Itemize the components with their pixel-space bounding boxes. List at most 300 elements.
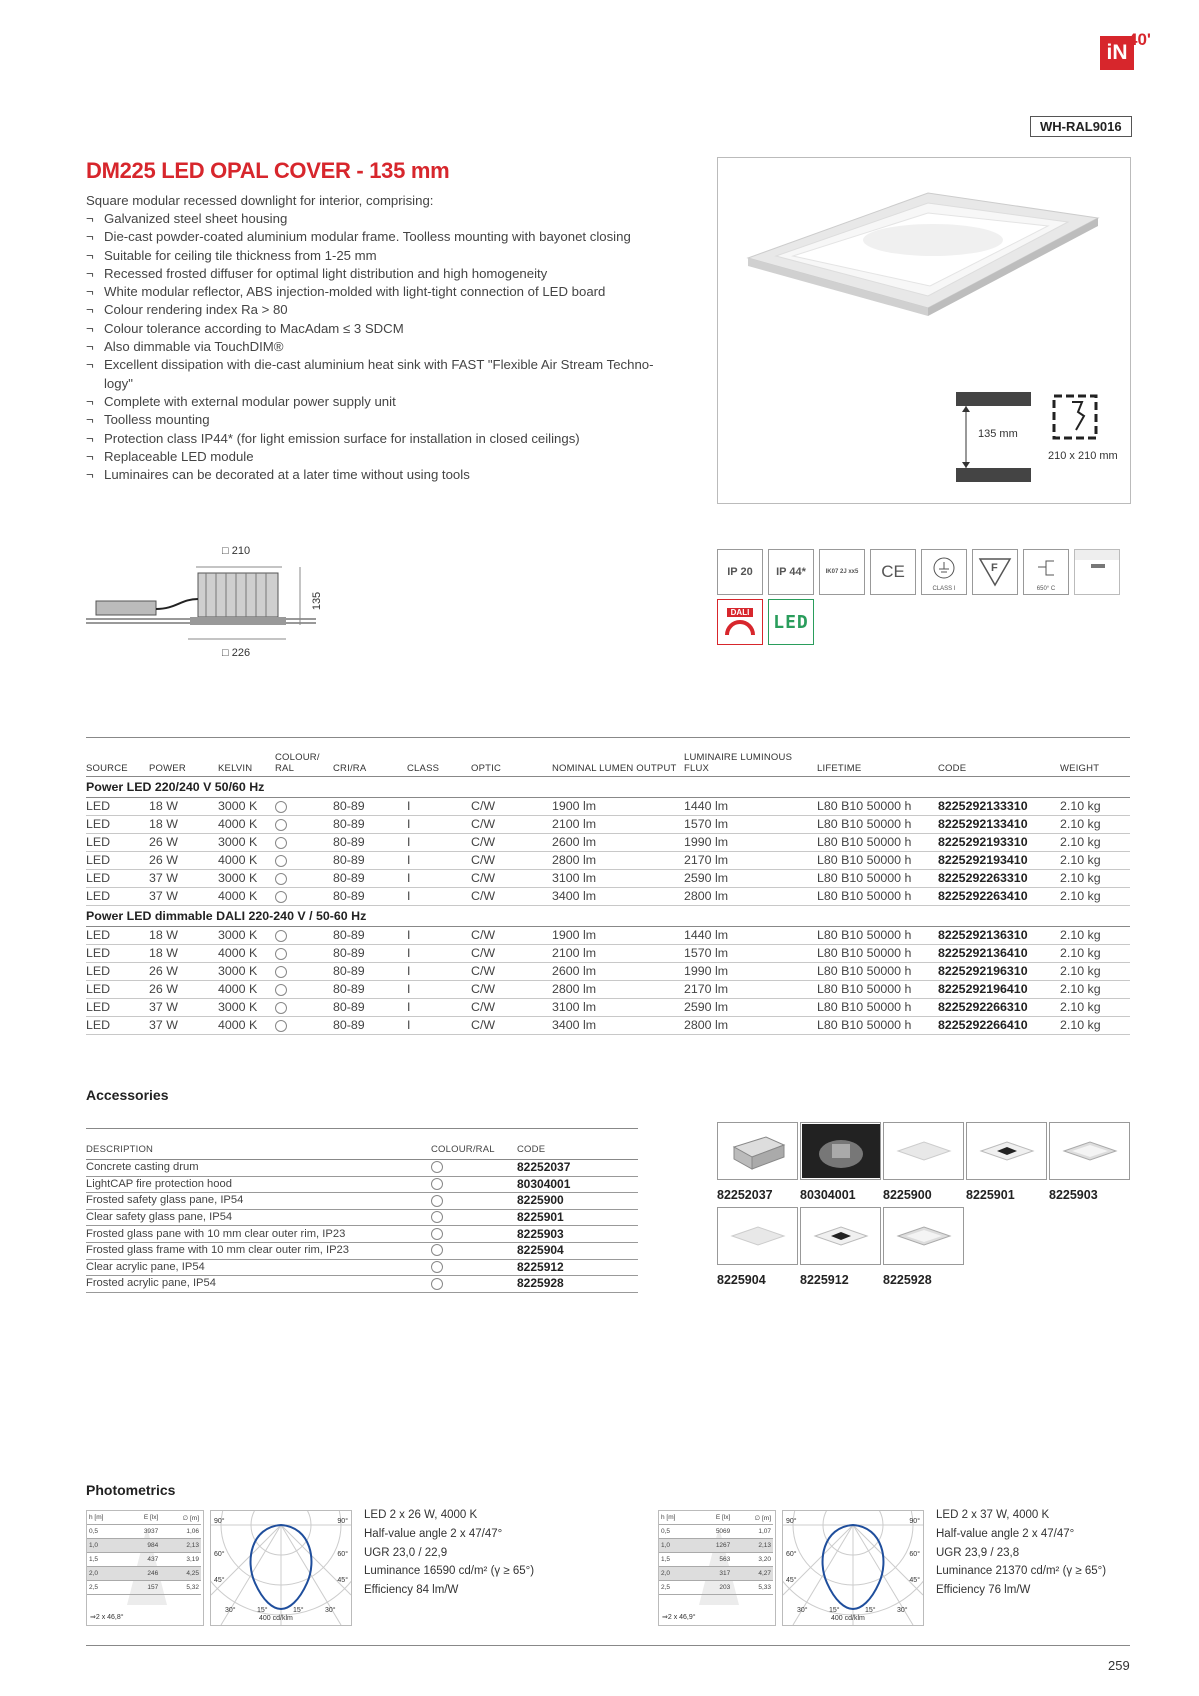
cell-power: 26 W <box>149 981 218 999</box>
cell-code: 8225292193310 <box>938 834 1060 852</box>
photometric-specs <box>936 1506 1199 1600</box>
white-circle-icon <box>431 1178 443 1190</box>
cell-flux: 1570 lm <box>684 816 817 834</box>
white-circle-icon <box>431 1278 443 1290</box>
feature-item: ¬ Also dimmable via TouchDIM® <box>86 338 656 356</box>
cell-weight: 2.10 kg <box>1060 870 1130 888</box>
accessory-desc: Frosted glass pane with 10 mm clear outer rim, IP23 <box>86 1226 431 1243</box>
th-power: POWER <box>149 738 218 777</box>
feature-item: ¬ Complete with external modular power supply unit <box>86 393 656 411</box>
accessory-row <box>86 1176 638 1193</box>
feature-list <box>86 210 656 484</box>
cell-life: L80 B10 50000 h <box>817 870 938 888</box>
depth-label: 135 mm <box>978 428 1018 440</box>
cell-cls: I <box>407 981 471 999</box>
ph-e: 984 <box>124 1539 161 1553</box>
cell-weight: 2.10 kg <box>1060 927 1130 945</box>
ph-head-h: h [m] <box>659 1511 696 1525</box>
feature-item: ¬ Suitable for ceiling tile thickness from 1-25 mm <box>86 247 656 265</box>
feature-item: ¬ Excellent dissipation with die-cast aluminium heat sink with FAST "Flexible Air Stream Techno-logy" <box>86 356 656 393</box>
technical-drawing <box>86 545 326 665</box>
accessory-desc: LightCAP fire protection hood <box>86 1176 431 1193</box>
ph-row <box>659 1581 773 1595</box>
th-lifetime: LIFETIME <box>817 738 938 777</box>
table-row <box>86 945 1130 963</box>
accessory-desc: Clear safety glass pane, IP54 <box>86 1209 431 1226</box>
cell-optic: C/W <box>471 927 552 945</box>
cell-cri: 80-89 <box>333 870 407 888</box>
cell-optic: C/W <box>471 798 552 816</box>
accessory-desc: Clear acrylic pane, IP54 <box>86 1259 431 1276</box>
ph-d: 2,13 <box>732 1539 773 1553</box>
table-row <box>86 999 1130 1017</box>
drawing-bottom-dim: □ 226 <box>222 647 251 659</box>
ik-symbol: IK07 2J xx5 <box>819 549 865 595</box>
accessory-image-code: 82252037 <box>717 1188 773 1202</box>
ph-e: 246 <box>124 1567 161 1581</box>
ph-h: 0,5 <box>659 1525 696 1539</box>
accessory-code: 80304001 <box>517 1176 638 1193</box>
cell-source: LED <box>86 798 149 816</box>
page-title: DM225 LED OPAL COVER - 135 mm <box>86 158 450 183</box>
product-group-header <box>86 777 1130 798</box>
cell-optic: C/W <box>471 1017 552 1035</box>
white-circle-icon <box>275 801 287 813</box>
ph-d: 2,13 <box>160 1539 201 1553</box>
cell-optic: C/W <box>471 816 552 834</box>
page-number: 259 <box>1108 1658 1130 1673</box>
polar-label-90-left: 90° <box>214 1518 225 1525</box>
accessory-colour <box>431 1259 517 1276</box>
cell-code: 8225292263310 <box>938 870 1060 888</box>
ph-row <box>87 1525 201 1539</box>
accessory-image-code: 8225928 <box>883 1273 932 1287</box>
white-circle-icon <box>275 891 287 903</box>
cell-cls: I <box>407 834 471 852</box>
feature-item: ¬ Galvanized steel sheet housing <box>86 210 656 228</box>
cell-flux: 1440 lm <box>684 798 817 816</box>
polar-label-15-right: 15° <box>293 1607 304 1614</box>
ph-row <box>659 1539 773 1553</box>
polar-diagram <box>210 1510 352 1626</box>
ph-h: 0,5 <box>87 1525 124 1539</box>
white-circle-icon <box>275 837 287 849</box>
ph-e: 203 <box>696 1581 733 1595</box>
cell-life: L80 B10 50000 h <box>817 945 938 963</box>
cell-weight: 2.10 kg <box>1060 1017 1130 1035</box>
cell-life: L80 B10 50000 h <box>817 834 938 852</box>
ph-d: 4,27 <box>732 1567 773 1581</box>
ph-spec-line: Efficiency 76 lm/W <box>936 1584 1031 1597</box>
cell-weight: 2.10 kg <box>1060 999 1130 1017</box>
polar-label-90-right: 90° <box>337 1518 348 1525</box>
cell-kelvin: 4000 K <box>218 888 275 906</box>
ph-e: 5069 <box>696 1525 733 1539</box>
product-table <box>86 737 1130 1035</box>
th-flux: LUMINAIRE LUMINOUS FLUX <box>684 738 817 777</box>
cell-flux: 2590 lm <box>684 870 817 888</box>
cell-nominal: 2600 lm <box>552 834 684 852</box>
polar-label-45-left: 45° <box>786 1577 797 1584</box>
ip20-symbol: IP 20 <box>717 549 763 595</box>
cell-weight: 2.10 kg <box>1060 981 1130 999</box>
white-circle-icon <box>275 1020 287 1032</box>
cell-power: 18 W <box>149 927 218 945</box>
ph-head-h: h [m] <box>87 1511 124 1525</box>
cell-code: 8225292266410 <box>938 1017 1060 1035</box>
cell-cri: 80-89 <box>333 927 407 945</box>
ph-row <box>659 1567 773 1581</box>
accessory-image-code: 8225901 <box>966 1188 1015 1202</box>
cell-cls: I <box>407 999 471 1017</box>
accessories-table <box>86 1128 638 1293</box>
ph-row <box>659 1525 773 1539</box>
cell-code: 8225292263410 <box>938 888 1060 906</box>
accessory-colour <box>431 1276 517 1293</box>
polar-label-45-left: 45° <box>214 1577 225 1584</box>
ph-h: 1,5 <box>87 1553 124 1567</box>
ph-e: 563 <box>696 1553 733 1567</box>
cell-nominal: 2800 lm <box>552 981 684 999</box>
cell-cri: 80-89 <box>333 1017 407 1035</box>
accessory-row <box>86 1209 638 1226</box>
product-table-header <box>86 738 1130 777</box>
feature-item: ¬ Recessed frosted diffuser for optimal light distribution and high homogeneity <box>86 265 656 283</box>
table-row <box>86 816 1130 834</box>
cell-kelvin: 3000 K <box>218 927 275 945</box>
accessory-image-code: 8225912 <box>800 1273 849 1287</box>
ph-e: 1267 <box>696 1539 733 1553</box>
white-circle-icon <box>431 1244 443 1256</box>
table-row <box>86 1017 1130 1035</box>
cell-code: 8225292196410 <box>938 981 1060 999</box>
feature-item: ¬ White modular reflector, ABS injection-molded with light-tight connection of LED board <box>86 283 656 301</box>
ph-spec-line: UGR 23,9 / 23,8 <box>936 1546 1020 1559</box>
cell-cls: I <box>407 1017 471 1035</box>
accessory-images-row-1 <box>717 1122 1130 1202</box>
cell-power: 26 W <box>149 963 218 981</box>
accessory-image <box>717 1122 798 1180</box>
accessory-thumb <box>800 1122 881 1202</box>
cell-cri: 80-89 <box>333 798 407 816</box>
product-photo <box>717 157 1131 504</box>
accessory-code: 8225900 <box>517 1193 638 1210</box>
white-circle-icon <box>431 1261 443 1273</box>
ph-d: 3,19 <box>160 1553 201 1567</box>
product-group-label: Power LED dimmable DALI 220-240 V / 50-60 Hz <box>86 906 1130 927</box>
ph-row <box>659 1553 773 1567</box>
th-code: CODE <box>938 738 1060 777</box>
cell-power: 26 W <box>149 834 218 852</box>
cell-source: LED <box>86 852 149 870</box>
ph-head-d: ∅ [m] <box>732 1511 773 1525</box>
cell-code: 8225292136410 <box>938 945 1060 963</box>
cell-nominal: 3100 lm <box>552 870 684 888</box>
table-row <box>86 927 1130 945</box>
accessory-thumb <box>717 1207 798 1287</box>
cell-power: 18 W <box>149 816 218 834</box>
colour-swatch <box>275 981 333 999</box>
accessory-thumb <box>883 1122 964 1202</box>
class1-symbol <box>921 549 967 595</box>
ce-symbol: CE <box>870 549 916 595</box>
cell-kelvin: 3000 K <box>218 963 275 981</box>
feature-item: ¬ Colour tolerance according to MacAdam ≤ 3 SDCM <box>86 320 656 338</box>
cell-nominal: 3400 lm <box>552 888 684 906</box>
cell-cri: 80-89 <box>333 999 407 1017</box>
cell-kelvin: 4000 K <box>218 852 275 870</box>
ph-d: 3,20 <box>732 1553 773 1567</box>
cell-weight: 2.10 kg <box>1060 834 1130 852</box>
polar-scale: 400 cd/klm <box>259 1615 293 1622</box>
cell-life: L80 B10 50000 h <box>817 816 938 834</box>
polar-label-30-right: 30° <box>897 1607 908 1614</box>
cell-kelvin: 3000 K <box>218 834 275 852</box>
accessory-images-row-2 <box>717 1207 964 1287</box>
table-row <box>86 888 1130 906</box>
ph-h: 1,0 <box>87 1539 124 1553</box>
ph-row <box>87 1539 201 1553</box>
cell-optic: C/W <box>471 834 552 852</box>
accessory-image <box>883 1122 964 1180</box>
accessory-image <box>1049 1122 1130 1180</box>
ph-angle-note: ⇒2 x 46,8° <box>90 1614 124 1621</box>
illuminance-table-box <box>86 1510 204 1626</box>
cell-weight: 2.10 kg <box>1060 816 1130 834</box>
cell-source: LED <box>86 999 149 1017</box>
cell-flux: 2590 lm <box>684 999 817 1017</box>
accessory-desc: Frosted safety glass pane, IP54 <box>86 1193 431 1210</box>
ph-h: 2,0 <box>87 1567 124 1581</box>
colour-swatch <box>275 963 333 981</box>
accessory-thumb <box>883 1207 964 1287</box>
cell-optic: C/W <box>471 999 552 1017</box>
polar-label-30-left: 30° <box>225 1607 236 1614</box>
cell-power: 37 W <box>149 999 218 1017</box>
cell-code: 8225292133410 <box>938 816 1060 834</box>
cell-source: LED <box>86 834 149 852</box>
drawing-height-dim: 135 <box>311 591 324 611</box>
ph-head-e: E [lx] <box>124 1511 161 1525</box>
white-circle-icon <box>431 1195 443 1207</box>
ph-angle-note: ⇒2 x 46,9° <box>662 1614 696 1621</box>
cell-flux: 2800 lm <box>684 1017 817 1035</box>
ph-row <box>87 1567 201 1581</box>
cell-cls: I <box>407 798 471 816</box>
accessory-row <box>86 1259 638 1276</box>
cell-weight: 2.10 kg <box>1060 963 1130 981</box>
polar-scale: 400 cd/klm <box>831 1615 865 1622</box>
polar-label-90-right: 90° <box>909 1518 920 1525</box>
glow-wire-symbol <box>1023 549 1069 595</box>
acc-th-colour: COLOUR/RAL <box>431 1129 517 1160</box>
accessory-colour <box>431 1193 517 1210</box>
polar-label-60-left: 60° <box>786 1551 797 1558</box>
feature-item: ¬ Die-cast powder-coated aluminium modular frame. Toolless mounting with bayonet closing <box>86 228 656 246</box>
ph-spec-line: Efficiency 84 lm/W <box>364 1584 459 1597</box>
cell-cri: 80-89 <box>333 981 407 999</box>
colour-swatch <box>275 999 333 1017</box>
led-symbol: LED <box>768 599 814 645</box>
cell-source: LED <box>86 927 149 945</box>
th-nominal: NOMINAL LUMEN OUTPUT <box>552 738 684 777</box>
feature-item: ¬ Replaceable LED module <box>86 448 656 466</box>
ph-spec-line: Half-value angle 2 x 47/47° <box>364 1527 503 1540</box>
product-group-header <box>86 906 1130 927</box>
white-circle-icon <box>275 984 287 996</box>
white-circle-icon <box>275 819 287 831</box>
cell-cls: I <box>407 927 471 945</box>
polar-label-60-right: 60° <box>909 1551 920 1558</box>
polar-label-15-left: 15° <box>257 1607 268 1614</box>
depth-diagram <box>956 392 1031 482</box>
th-weight: WEIGHT <box>1060 738 1130 777</box>
cell-source: LED <box>86 963 149 981</box>
table-row <box>86 852 1130 870</box>
cell-nominal: 2800 lm <box>552 852 684 870</box>
white-circle-icon <box>275 930 287 942</box>
accessory-image <box>966 1122 1047 1180</box>
cell-flux: 2800 lm <box>684 888 817 906</box>
ph-spec-line: LED 2 x 26 W, 4000 K <box>364 1509 478 1521</box>
cell-weight: 2.10 kg <box>1060 888 1130 906</box>
white-circle-icon <box>275 966 287 978</box>
accessory-colour <box>431 1242 517 1259</box>
drawing-top-dim: □ 210 <box>222 545 251 557</box>
white-circle-icon <box>431 1211 443 1223</box>
feature-item: ¬ Colour rendering index Ra > 80 <box>86 301 656 319</box>
ph-h: 1,5 <box>659 1553 696 1567</box>
cell-code: 8225292266310 <box>938 999 1060 1017</box>
cell-life: L80 B10 50000 h <box>817 1017 938 1035</box>
accessory-code: 8225912 <box>517 1259 638 1276</box>
cutout-label: 210 x 210 mm <box>1048 450 1118 462</box>
th-kelvin: KELVIN <box>218 738 275 777</box>
accessory-row <box>86 1226 638 1243</box>
ph-e: 3937 <box>124 1525 161 1539</box>
accessory-colour <box>431 1209 517 1226</box>
th-source: SOURCE <box>86 738 149 777</box>
accessory-image <box>717 1207 798 1265</box>
cell-code: 8225292133310 <box>938 798 1060 816</box>
cell-optic: C/W <box>471 981 552 999</box>
cell-cls: I <box>407 816 471 834</box>
cell-kelvin: 4000 K <box>218 816 275 834</box>
accessories-heading: Accessories <box>86 1087 169 1103</box>
cell-source: LED <box>86 981 149 999</box>
cell-nominal: 1900 lm <box>552 927 684 945</box>
polar-label-60-left: 60° <box>214 1551 225 1558</box>
cell-nominal: 1900 lm <box>552 798 684 816</box>
accessory-thumb <box>1049 1122 1130 1202</box>
cell-source: LED <box>86 1017 149 1035</box>
feature-item: ¬ Toolless mounting <box>86 411 656 429</box>
cell-nominal: 3400 lm <box>552 1017 684 1035</box>
white-circle-icon <box>275 948 287 960</box>
cell-flux: 1440 lm <box>684 927 817 945</box>
cell-power: 37 W <box>149 870 218 888</box>
polar-diagram <box>782 1510 924 1626</box>
ph-spec-line: Luminance 16590 cd/m² (γ ≥ 65°) <box>364 1565 535 1578</box>
accessory-row <box>86 1276 638 1293</box>
colour-swatch <box>275 834 333 852</box>
ph-d: 5,32 <box>160 1581 201 1595</box>
intro-text: Square modular recessed downlight for interior, comprising: <box>86 193 434 208</box>
cell-kelvin: 3000 K <box>218 798 275 816</box>
cell-source: LED <box>86 888 149 906</box>
feature-item: ¬ Protection class IP44* (for light emission surface for installation in closed ceilings) <box>86 430 656 448</box>
accessory-desc: Frosted glass frame with 10 mm clear outer rim, IP23 <box>86 1242 431 1259</box>
colour-swatch <box>275 1017 333 1035</box>
footer-rule <box>86 1645 1130 1646</box>
th-class: CLASS <box>407 738 471 777</box>
cell-kelvin: 3000 K <box>218 999 275 1017</box>
ph-h: 1,0 <box>659 1539 696 1553</box>
cell-cri: 80-89 <box>333 888 407 906</box>
ph-d: 1,07 <box>732 1525 773 1539</box>
table-row <box>86 798 1130 816</box>
polar-label-60-right: 60° <box>337 1551 348 1558</box>
cell-power: 18 W <box>149 798 218 816</box>
glow-wire-caption: 650° C <box>1036 586 1056 592</box>
ph-spec-line: Half-value angle 2 x 47/47° <box>936 1527 1075 1540</box>
th-colour: COLOUR/ RAL <box>275 738 333 777</box>
cell-life: L80 B10 50000 h <box>817 888 938 906</box>
cell-flux: 1990 lm <box>684 834 817 852</box>
white-circle-icon <box>275 873 287 885</box>
cell-life: L80 B10 50000 h <box>817 927 938 945</box>
cell-code: 8225292193410 <box>938 852 1060 870</box>
cell-optic: C/W <box>471 852 552 870</box>
cell-source: LED <box>86 816 149 834</box>
cell-cri: 80-89 <box>333 816 407 834</box>
ph-spec-line: Luminance 21370 cd/m² (γ ≥ 65°) <box>936 1565 1107 1578</box>
cell-flux: 1990 lm <box>684 963 817 981</box>
ph-head-d: ∅ [m] <box>160 1511 201 1525</box>
cell-source: LED <box>86 945 149 963</box>
th-optic: OPTIC <box>471 738 552 777</box>
cell-cri: 80-89 <box>333 945 407 963</box>
polar-label-45-right: 45° <box>909 1577 920 1584</box>
colour-swatch <box>275 945 333 963</box>
feature-item: ¬ Luminaires can be decorated at a later time without using tools <box>86 466 656 484</box>
cell-nominal: 2100 lm <box>552 945 684 963</box>
colour-swatch <box>275 852 333 870</box>
cell-life: L80 B10 50000 h <box>817 852 938 870</box>
table-row <box>86 870 1130 888</box>
ph-row <box>87 1581 201 1595</box>
accessory-colour <box>431 1226 517 1243</box>
cell-optic: C/W <box>471 945 552 963</box>
ph-e: 317 <box>696 1567 733 1581</box>
accessory-image <box>800 1122 881 1180</box>
cell-cls: I <box>407 852 471 870</box>
accessory-code: 8225901 <box>517 1209 638 1226</box>
table-row <box>86 963 1130 981</box>
polar-label-15-left: 15° <box>829 1607 840 1614</box>
ph-h: 2,5 <box>87 1581 124 1595</box>
accessory-desc: Concrete casting drum <box>86 1160 431 1177</box>
cell-kelvin: 3000 K <box>218 870 275 888</box>
ph-e: 157 <box>124 1581 161 1595</box>
dali-symbol <box>717 599 763 645</box>
class1-caption: CLASS I <box>932 586 956 592</box>
white-circle-icon <box>275 1002 287 1014</box>
polar-label-30-left: 30° <box>797 1607 808 1614</box>
ph-spec-line: UGR 23,0 / 22,9 <box>364 1546 448 1559</box>
white-circle-icon <box>431 1161 443 1173</box>
accessory-colour <box>431 1160 517 1177</box>
